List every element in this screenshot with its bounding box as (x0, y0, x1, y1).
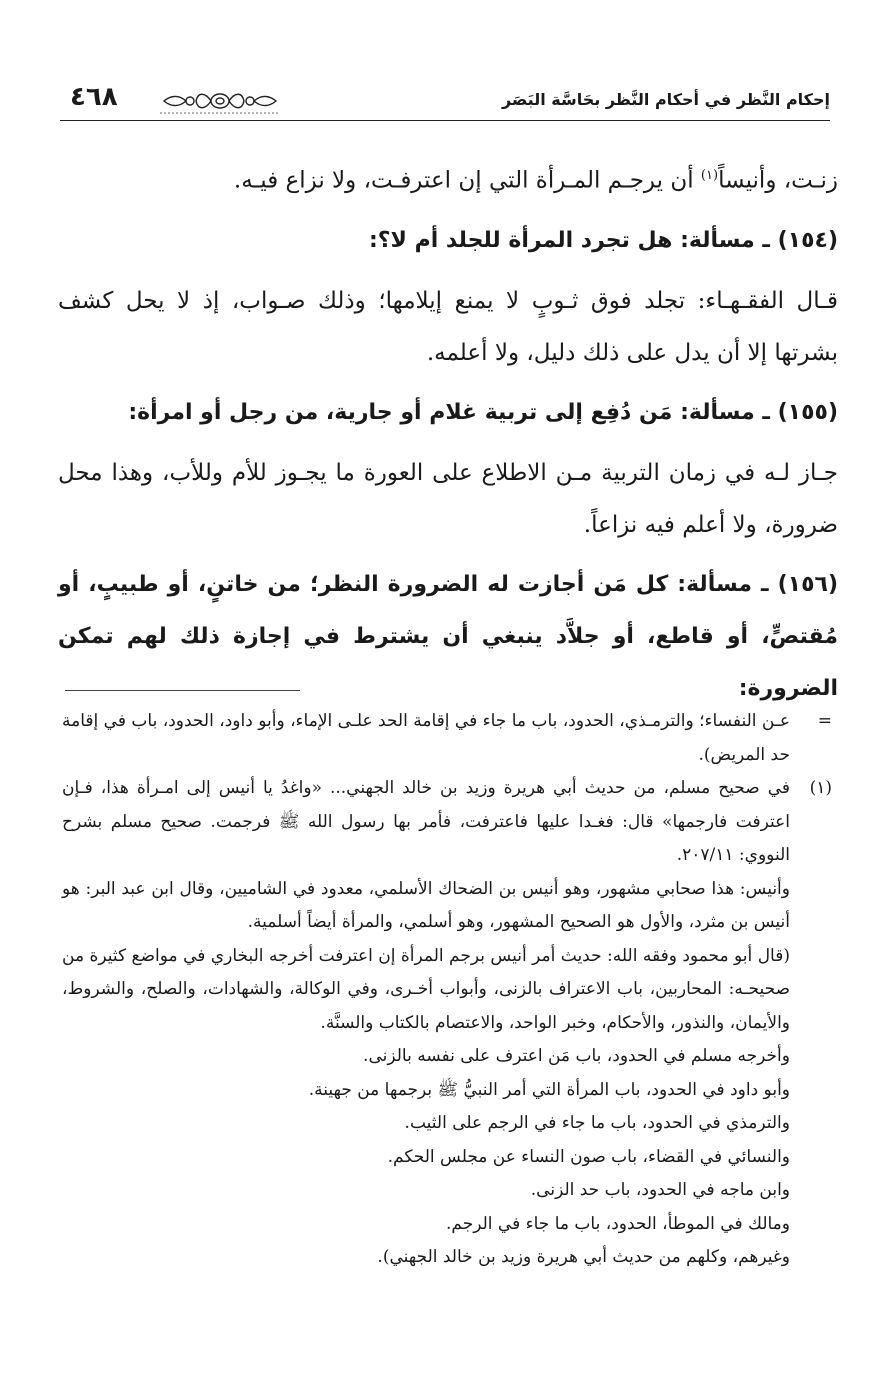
running-title: إحكام النَّظر في أحكام النَّظر بحَاسَّة البَصَر (501, 90, 830, 109)
footnote-continuation (62, 705, 832, 772)
page-number: ٤٦٨ (70, 82, 118, 112)
paragraph-text: زنـت، وأنيساً (718, 167, 838, 194)
footnote-text: عـن النفساء؛ والترمـذي، الحدود، باب ما جاء في إقامة الحد علـى الإماء، وأبو داود، الحدود، باب في إقامة حد المريض). (62, 711, 790, 765)
footnote-editor-note: (قال أبو محمود وفقه الله: حديث أمر أنيس برجم المرأة إن اعترفت أخرجه البخاري في مواضع كثيرة من صحيحـه: المحاربين، باب الاعتراف بالزنى، وأبواب أخـرى، وفي الوكالة، والشهادات، والصلح، والشروط، والأيمان، والنذور، والأحكام، وخبر الواحد، والاعتصام بالكتاب والسنَّة. (62, 945, 790, 1033)
source-line: وأخرجه مسلم في الحدود، باب مَن اعترف على نفسه بالزنى. (363, 1046, 790, 1066)
issue-heading-156: (١٥٦) ـ مسألة: كل مَن أجازت له الضرورة النظر؛ من خاتنٍ، أو طبيبٍ، أو مُقتصٍّ، أو قاطع، أو جلاَّد ينبغي أن يشترط في إجازة ذلك لهم تمكن الضرورة: (58, 571, 838, 701)
header-rule (60, 120, 830, 121)
issue-heading-155: (١٥٥) ـ مسألة: مَن دُفِع إلى تربية غلام أو جارية، من رجل أو امرأة: (128, 399, 838, 425)
main-text (58, 150, 838, 723)
footnote-reference: (١) (700, 168, 719, 183)
source-line: وغيرهم، وكلهم من حديث أبي هريرة وزيد بن خالد الجهني). (377, 1247, 790, 1267)
source-line: وابن ماجه في الحدود، باب حد الزنى. (530, 1180, 790, 1200)
source-line: ومالك في الموطأ، الحدود، باب ما جاء في الرجم. (446, 1213, 790, 1234)
source-line: والترمذي في الحدود، باب ما جاء في الرجم على الثيب. (404, 1113, 790, 1133)
footnote-text: في صحيح مسلم، من حديث أبي هريرة وزيد بن خالد الجهني... «واغدُ يا أنيس إلى امـرأة هذا، فـإن اعترفت فارجمها» قال: فغـدا عليها فاعترفت، فأمر بها رسول الله ﷺ فرجمت. صحيح مسلم بشرح النووي: ٢٠٧/١١. (62, 778, 790, 865)
footnote-1 (62, 772, 832, 873)
footnotes (62, 705, 832, 1275)
paragraph: قـال الفقـهـاء: تجلد فوق ثـوبٍ لا يمنع إيلامها؛ وذلك صـواب، إذ لا يحل كشف بشرتها إلا أن يدل على ذلك دليل، ولا أعلمه. (58, 287, 838, 366)
paragraph-text: أن يرجـم المـرأة التي إن اعترفـت، ولا نزاع فيـه. (233, 167, 701, 194)
issue-heading-154: (١٥٤) ـ مسألة: هل تجرد المرأة للجلد أم لا؟: (368, 227, 838, 253)
footnote-number: (١) (809, 778, 832, 798)
paragraph (58, 150, 838, 207)
footnote-anis-note: وأنيس: هذا صحابي مشهور، وهو أنيس بن الضحاك الأسلمي، معدود في الشاميين، وقال ابن عبد البر: هو أنيس بن مثرد، والأول هو الصحيح المشهور، وهو أسلمي، والمرأة أيضاً أسلمية. (62, 878, 790, 932)
source-line: والنسائي في القضاء، باب صون النساء عن مجلس الحكم. (387, 1146, 790, 1167)
footnote-separator (65, 690, 300, 691)
paragraph: جـاز لـه في زمان التربية مـن الاطلاع على العورة ما يجـوز للأم وللأب، وهذا محل ضرورة، ولا أعلم فيه نزاعاً. (58, 459, 838, 538)
ornament-icon (160, 88, 280, 114)
source-line: وأبو داود في الحدود، باب المرأة التي أمر النبيُّ ﷺ برجمها من جهينة. (308, 1079, 790, 1100)
continuation-mark: = (817, 711, 832, 731)
page-header (60, 80, 830, 120)
